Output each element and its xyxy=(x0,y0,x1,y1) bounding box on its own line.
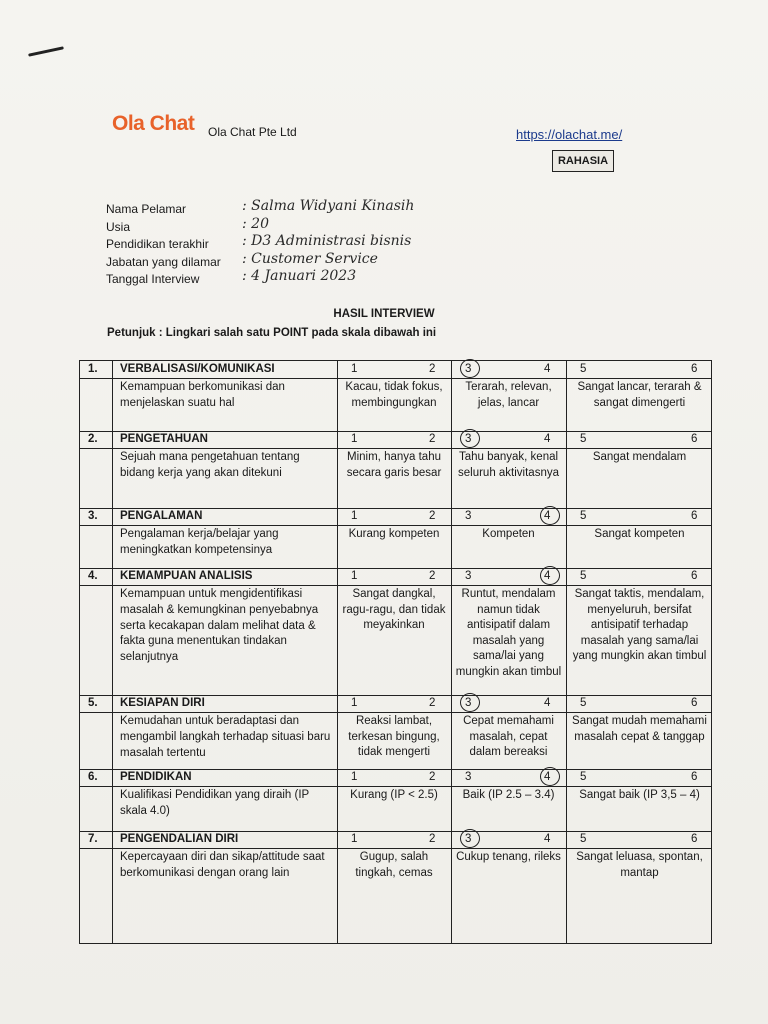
applicant-field-label: Jabatan yang dilamar xyxy=(106,254,221,269)
selected-score-circle xyxy=(540,566,560,585)
scale-number: 4 xyxy=(544,363,551,375)
scale-number: 1 xyxy=(351,433,358,445)
scale-high-description: Sangat mendalam xyxy=(592,451,687,463)
scale-number: 6 xyxy=(691,510,698,522)
scale-high-description: Sangat mudah memahami masalah cepat & tanggap xyxy=(572,715,707,743)
criterion-description: Kepercayaan diri dan sikap/attitude saat berkomunikasi dengan orang lain xyxy=(120,851,325,879)
scale-mid-description: Kompeten xyxy=(482,528,535,540)
criterion-number: 1. xyxy=(88,363,98,375)
criterion-description: Pengalaman kerja/belajar yang meningkatkan kompetensinya xyxy=(120,528,279,556)
scale-number: 4 xyxy=(544,433,551,445)
criterion-description: Kemampuan untuk mengidentifikasi masalah & kemungkinan penyebabnya serta kecakapan dalam melihat data & fakta guna menentukan tindakan selanjutnya xyxy=(120,588,319,664)
scale-mid-description: Runtut, mendalam namun tidak antisipatif dalam masalah yang sama/lai yang mungkin akan timbul xyxy=(455,588,562,678)
selected-score-circle xyxy=(460,359,480,378)
criterion-number: 4. xyxy=(88,570,98,582)
table-row-line xyxy=(80,712,711,713)
scale-number: 6 xyxy=(691,771,698,783)
scale-number: 2 xyxy=(429,363,436,375)
criterion-title: PENDIDIKAN xyxy=(120,771,192,783)
scale-number: 6 xyxy=(691,833,698,845)
scale-number: 5 xyxy=(580,771,587,783)
criterion-number: 7. xyxy=(88,833,98,845)
criterion-description: Sejuah mana pengetahuan tentang bidang kerja yang akan ditekuni xyxy=(120,451,300,479)
criterion-title: PENGENDALIAN DIRI xyxy=(120,833,239,845)
scale-number: 6 xyxy=(691,363,698,375)
scale-mid-description: Cukup tenang, rileks xyxy=(456,851,561,863)
scale-low-description: Minim, hanya tahu secara garis besar xyxy=(346,451,442,479)
scale-high-description: Sangat lancar, terarah & sangat dimengerti xyxy=(577,381,702,409)
scale-number: 2 xyxy=(429,570,436,582)
scale-number: 5 xyxy=(580,363,587,375)
scale-number: 4 xyxy=(544,833,551,845)
selected-score-circle xyxy=(460,829,480,848)
table-row-line xyxy=(80,848,711,849)
interview-table xyxy=(79,360,712,944)
scale-low-description: Kacau, tidak fokus, membingungkan xyxy=(345,381,443,409)
instruction-text: Petunjuk : Lingkari salah satu POINT pada skala dibawah ini xyxy=(107,327,437,339)
selected-score-circle xyxy=(460,693,480,712)
scale-number: 4 xyxy=(544,510,551,522)
table-row-line xyxy=(80,525,711,526)
scale-number: 3 xyxy=(465,771,472,783)
interview-heading: HASIL INTERVIEW xyxy=(333,308,435,320)
scale-number: 2 xyxy=(429,433,436,445)
scale-number: 1 xyxy=(351,363,358,375)
scale-number: 5 xyxy=(580,570,587,582)
scale-mid-description: Baik (IP 2.5 – 3.4) xyxy=(462,789,555,801)
confidential-badge: RAHASIA xyxy=(552,150,614,172)
scale-mid-description: Terarah, relevan, jelas, lancar xyxy=(465,381,552,409)
scale-number: 5 xyxy=(580,697,587,709)
scale-number: 1 xyxy=(351,570,358,582)
scale-low-description: Kurang kompeten xyxy=(348,528,440,540)
scale-number: 4 xyxy=(544,697,551,709)
scale-number: 1 xyxy=(351,697,358,709)
criterion-description: Kualifikasi Pendidikan yang diraih (IP skala 4.0) xyxy=(120,789,310,817)
criterion-description: Kemudahan untuk beradaptasi dan mengambil langkah terhadap situasi baru masalah tertentu xyxy=(120,715,331,759)
scale-number: 6 xyxy=(691,433,698,445)
applicant-field-label: Tanggal Interview xyxy=(106,272,200,286)
applicant-field-label: Usia xyxy=(106,219,131,234)
scale-number: 1 xyxy=(351,771,358,783)
scale-number: 6 xyxy=(691,570,698,582)
scale-number: 2 xyxy=(429,771,436,783)
selected-score-circle xyxy=(540,506,560,525)
criterion-number: 5. xyxy=(88,697,98,709)
pen-stroke-mark xyxy=(28,46,64,56)
criterion-title: VERBALISASI/KOMUNIKASI xyxy=(120,363,275,375)
scale-high-description: Sangat baik (IP 3,5 – 4) xyxy=(579,789,700,801)
scale-number: 1 xyxy=(351,833,358,845)
criterion-title: KEMAMPUAN ANALISIS xyxy=(120,570,253,582)
scale-number: 3 xyxy=(465,510,472,522)
scale-number: 3 xyxy=(465,833,472,845)
criterion-title: PENGALAMAN xyxy=(120,510,203,522)
selected-score-circle xyxy=(540,767,560,786)
criterion-number: 2. xyxy=(88,433,98,445)
scale-mid-description: Tahu banyak, kenal seluruh aktivitasnya xyxy=(458,451,559,479)
scale-high-description: Sangat taktis, mendalam, menyeluruh, bersifat antisipatif terhadap masalah yang sama/lai yang mungkin akan timbul xyxy=(572,588,707,662)
scale-number: 2 xyxy=(429,510,436,522)
scale-number: 3 xyxy=(465,697,472,709)
scale-mid-description: Cepat memahami masalah, cepat dalam bereaksi xyxy=(463,715,554,758)
company-url[interactable]: https://olachat.me/ xyxy=(516,127,623,142)
scale-number: 3 xyxy=(465,433,472,445)
selected-score-circle xyxy=(460,429,480,448)
applicant-field-value: : Customer Service xyxy=(242,250,378,267)
scale-high-description: Sangat kompeten xyxy=(594,528,685,540)
scale-number: 2 xyxy=(429,833,436,845)
scale-number: 5 xyxy=(580,433,587,445)
table-row-line xyxy=(80,585,711,586)
criterion-description: Kemampuan berkomunikasi dan menjelaskan suatu hal xyxy=(120,381,285,409)
scale-number: 4 xyxy=(544,771,551,783)
scale-number: 5 xyxy=(580,510,587,522)
scale-low-description: Kurang (IP < 2.5) xyxy=(350,789,438,801)
scale-number: 4 xyxy=(544,570,551,582)
table-row-line xyxy=(80,378,711,379)
table-row-line xyxy=(80,786,711,787)
company-name: Ola Chat Pte Ltd xyxy=(208,125,297,139)
scale-high-description: Sangat leluasa, spontan, mantap xyxy=(576,851,703,879)
scale-number: 3 xyxy=(465,570,472,582)
scale-number: 1 xyxy=(351,510,358,522)
scale-number: 6 xyxy=(691,697,698,709)
applicant-field-value: : Salma Widyani Kinasih xyxy=(242,198,415,214)
applicant-field-value: : 20 xyxy=(242,215,269,232)
scale-number: 3 xyxy=(465,363,472,375)
criterion-title: KESIAPAN DIRI xyxy=(120,697,205,709)
scale-number: 5 xyxy=(580,833,587,845)
ola-chat-logo: Ola Chat xyxy=(112,112,195,135)
applicant-field-value: : D3 Administrasi bisnis xyxy=(242,233,412,249)
criterion-title: PENGETAHUAN xyxy=(120,433,208,445)
applicant-field-value: : 4 Januari 2023 xyxy=(242,268,357,284)
applicant-field-label: Nama Pelamar xyxy=(106,202,187,216)
scale-number: 2 xyxy=(429,697,436,709)
table-row-line xyxy=(80,448,711,449)
scale-low-description: Sangat dangkal, ragu-ragu, dan tidak meyakinkan xyxy=(342,588,446,631)
scale-low-description: Reaksi lambat, terkesan bingung, tidak mengerti xyxy=(348,715,440,758)
applicant-field-label: Pendidikan terakhir xyxy=(106,237,209,251)
criterion-number: 6. xyxy=(88,771,98,783)
criterion-number: 3. xyxy=(88,510,98,522)
scale-low-description: Gugup, salah tingkah, cemas xyxy=(355,851,433,879)
